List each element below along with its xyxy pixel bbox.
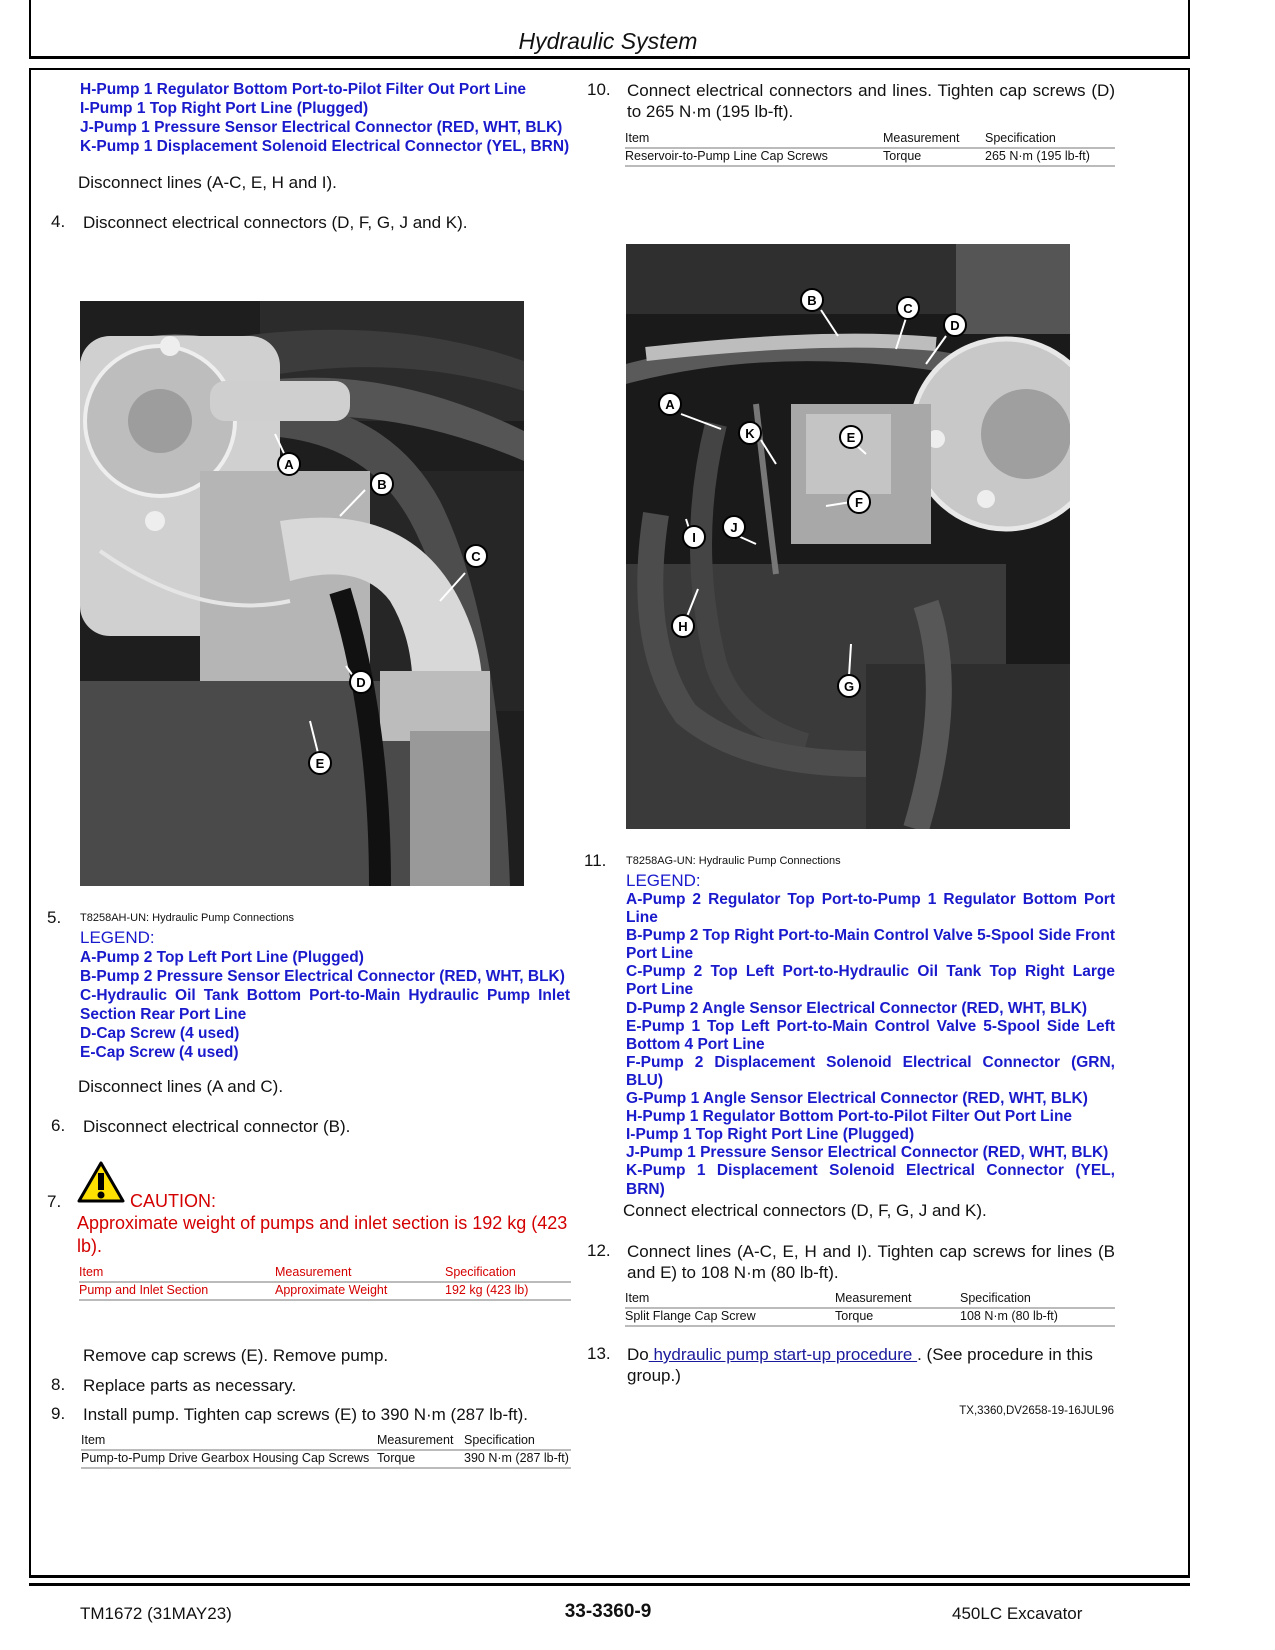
callout-k: K	[745, 426, 755, 441]
table-cell: Split Flange Cap Screw	[625, 1308, 835, 1326]
step-text	[627, 1344, 1117, 1386]
table-header: Item	[81, 1433, 377, 1450]
step-text: Disconnect electrical connectors (D, F, G, J and K).	[83, 213, 468, 232]
legend-item: F-Pump 2 Displacement Solenoid Electrical Connector (GRN, BLU)	[626, 1053, 1115, 1089]
step-number: 9.	[51, 1404, 66, 1423]
table-cell: 192 kg (423 lb)	[445, 1282, 571, 1300]
legend-item: E-Pump 1 Top Left Port-to-Main Control Valve 5-Spool Side Left Bottom 4 Port Line	[626, 1017, 1115, 1053]
spec-table-torque-pump	[81, 1433, 571, 1469]
table-header: Specification	[985, 131, 1115, 148]
table-header: Measurement	[377, 1433, 464, 1450]
footer-model: 450LC Excavator	[952, 1604, 1083, 1623]
table-header: Specification	[464, 1433, 571, 1450]
callout-c: C	[903, 301, 913, 316]
callout-j: J	[730, 520, 738, 535]
legend-item: E-Cap Screw (4 used)	[80, 1044, 239, 1061]
startup-procedure-link[interactable]: hydraulic pump start-up procedure	[648, 1345, 918, 1364]
legend-item: H-Pump 1 Regulator Bottom Port-to-Pilot Filter Out Port Line	[80, 81, 527, 98]
callout-e: E	[846, 430, 856, 445]
figure-pump-connections-2	[626, 244, 1070, 829]
figure-caption: T8258AG-UN: Hydraulic Pump Connections	[626, 855, 841, 867]
table-header: Measurement	[275, 1265, 445, 1282]
caution-warning-icon	[76, 1160, 126, 1209]
table-cell: Torque	[835, 1308, 960, 1326]
step-text: Connect lines (A-C, E, H and I). Tighten cap screws for lines (B and E) to 108 N·m (80 lb-ft).	[627, 1242, 1115, 1282]
caution-label: CAUTION:	[130, 1191, 217, 1211]
legend-list-right	[626, 891, 1115, 1199]
table-header: Measurement	[835, 1291, 960, 1308]
table-cell: 390 N·m (287 lb-ft)	[464, 1450, 571, 1468]
step-number: 11.	[584, 851, 607, 870]
connect-connectors-text: Connect electrical connectors (D, F, G, J and K).	[623, 1201, 987, 1220]
spec-table-weight	[79, 1265, 571, 1301]
table-cell: Pump and Inlet Section	[79, 1282, 275, 1300]
legend-heading: LEGEND:	[626, 871, 701, 890]
legend-item: I-Pump 1 Top Right Port Line (Plugged)	[80, 100, 369, 117]
step-number: 10.	[587, 80, 611, 99]
step-number: 13.	[587, 1344, 611, 1363]
footer-rule	[29, 1583, 1190, 1586]
table-cell: Reservoir-to-Pump Line Cap Screws	[625, 148, 883, 166]
callout-b: B	[807, 293, 817, 308]
step-number: 5.	[47, 908, 62, 927]
legend-item: J-Pump 1 Pressure Sensor Electrical Connector (RED, WHT, BLK)	[80, 119, 563, 136]
page-title: Hydraulic System	[518, 28, 698, 54]
step-number: 8.	[51, 1375, 66, 1394]
step-text: Remove cap screws (E). Remove pump.	[83, 1346, 389, 1365]
legend-item: J-Pump 1 Pressure Sensor Electrical Connector (RED, WHT, BLK)	[626, 1144, 1109, 1162]
legend-item: A-Pump 2 Regulator Top Port-to-Pump 1 Regulator Bottom Port Line	[626, 891, 1115, 927]
table-cell: 108 N·m (80 lb-ft)	[960, 1308, 1115, 1326]
table-cell: 265 N·m (195 lb-ft)	[985, 148, 1115, 166]
callout-i: I	[692, 530, 696, 545]
table-cell: Pump-to-Pump Drive Gearbox Housing Cap Screws	[81, 1450, 377, 1468]
step-text-prefix: Do	[627, 1345, 649, 1364]
step-text-suffix: . (See procedure in this group.)	[627, 1345, 1093, 1385]
callout-d: D	[950, 318, 960, 333]
step-text: Connect electrical connectors and lines. Tighten cap screws (D) to 265 N·m (195 lb-ft).	[627, 81, 1115, 121]
callout-b: B	[377, 477, 387, 492]
pump-photo-illustration	[626, 244, 1070, 829]
document-code: TX,3360,DV2658-19-16JUL96	[959, 1405, 1114, 1417]
step-text: Install pump. Tighten cap screws (E) to 390 N·m (287 lb-ft).	[83, 1405, 529, 1424]
legend-item: H-Pump 1 Regulator Bottom Port-to-Pilot Filter Out Port Line	[626, 1108, 1073, 1126]
legend-item: C-Hydraulic Oil Tank Bottom Port-to-Main Hydraulic Pump Inlet Section Rear Port Line	[80, 987, 570, 1023]
disconnect-lines-text: Disconnect lines (A-C, E, H and I).	[78, 173, 337, 192]
callout-e: E	[315, 756, 325, 771]
figure-pump-connections-1	[80, 301, 524, 886]
table-header: Measurement	[883, 131, 985, 148]
legend-list-left	[80, 948, 570, 1062]
callout-h: H	[678, 619, 688, 634]
legend-heading: LEGEND:	[80, 928, 155, 947]
step-number: 7.	[47, 1192, 62, 1211]
footer-rule	[29, 1575, 1190, 1578]
callout-g: G	[843, 679, 855, 694]
caution-text: Approximate weight of pumps and inlet section is 192 kg (423 lb).	[77, 1213, 568, 1256]
legend-top-left	[80, 80, 570, 156]
step-text: Replace parts as necessary.	[83, 1376, 297, 1395]
spec-table-torque-reservoir	[625, 131, 1115, 167]
table-header: Item	[79, 1265, 275, 1282]
callout-a: A	[284, 457, 294, 472]
legend-item: I-Pump 1 Top Right Port Line (Plugged)	[626, 1126, 915, 1144]
callout-a: A	[665, 397, 675, 412]
figure-caption: T8258AH-UN: Hydraulic Pump Connections	[80, 912, 294, 924]
table-header: Specification	[960, 1291, 1115, 1308]
disconnect-lines-text: Disconnect lines (A and C).	[78, 1077, 284, 1096]
callout-f: F	[855, 495, 863, 510]
legend-item: A-Pump 2 Top Left Port Line (Plugged)	[80, 949, 364, 966]
legend-item: D-Cap Screw (4 used)	[80, 1025, 240, 1042]
legend-item: B-Pump 2 Pressure Sensor Electrical Connector (RED, WHT, BLK)	[80, 968, 565, 985]
callout-d: D	[356, 675, 366, 690]
legend-item: K-Pump 1 Displacement Solenoid Electrical Connector (YEL, BRN)	[80, 138, 570, 155]
table-header: Item	[625, 1291, 835, 1308]
spec-table-torque-flange	[625, 1291, 1115, 1327]
legend-item: D-Pump 2 Angle Sensor Electrical Connector (RED, WHT, BLK)	[626, 999, 1088, 1017]
table-header: Specification	[445, 1265, 571, 1282]
legend-item: G-Pump 1 Angle Sensor Electrical Connector (RED, WHT, BLK)	[626, 1090, 1088, 1108]
footer-page-number: 33-3360-9	[564, 1601, 652, 1622]
legend-item: C-Pump 2 Top Left Port-to-Hydraulic Oil Tank Top Right Large Port Line	[626, 963, 1115, 999]
footer-manual-id: TM1672 (31MAY23)	[80, 1604, 232, 1623]
step-number: 4.	[51, 212, 66, 231]
table-cell: Torque	[883, 148, 985, 166]
table-cell: Torque	[377, 1450, 464, 1468]
table-header: Item	[625, 131, 883, 148]
step-number: 12.	[587, 1241, 611, 1260]
table-cell: Approximate Weight	[275, 1282, 445, 1300]
callout-c: C	[471, 549, 481, 564]
pump-photo-illustration	[80, 301, 524, 886]
legend-item: K-Pump 1 Displacement Solenoid Electrical Connector (YEL, BRN)	[626, 1162, 1115, 1198]
step-number: 6.	[51, 1116, 66, 1135]
step-text: Disconnect electrical connector (B).	[83, 1117, 351, 1136]
legend-item: B-Pump 2 Top Right Port-to-Main Control Valve 5-Spool Side Front Port Line	[626, 927, 1115, 963]
